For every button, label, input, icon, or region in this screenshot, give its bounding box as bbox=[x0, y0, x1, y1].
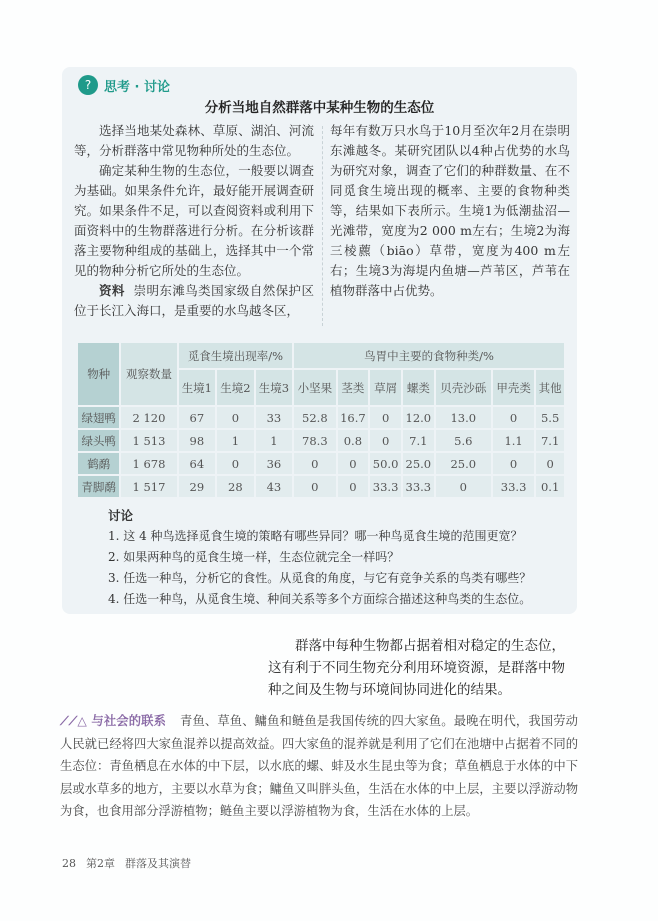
value-cell: 43 bbox=[256, 476, 293, 497]
page-number: 28 bbox=[62, 857, 76, 870]
value-cell: 0 bbox=[436, 476, 491, 497]
value-cell: 0.8 bbox=[338, 430, 369, 451]
header-habitat: 觅食生境出现率/% bbox=[179, 343, 293, 368]
value-cell: 33 bbox=[256, 407, 293, 428]
value-cell: 0 bbox=[294, 476, 335, 497]
subheader: 小坚果 bbox=[294, 370, 335, 405]
subheader: 茎类 bbox=[338, 370, 369, 405]
column-divider bbox=[322, 126, 323, 326]
subheader: 甲壳类 bbox=[493, 370, 534, 405]
value-cell: 25.0 bbox=[403, 453, 434, 474]
value-cell: 33.3 bbox=[370, 476, 401, 497]
value-cell: 0 bbox=[493, 407, 534, 428]
subheader: 生境3 bbox=[256, 370, 293, 405]
value-cell: 0 bbox=[217, 407, 254, 428]
value-cell: 0.1 bbox=[536, 476, 564, 497]
question: 1. 这 4 种鸟选择觅食生境的策略有哪些异同？哪一种鸟觅食生境的范围更宽？ bbox=[108, 529, 523, 543]
value-cell: 33.3 bbox=[403, 476, 434, 497]
value-cell: 33.3 bbox=[493, 476, 534, 497]
value-cell: 12.0 bbox=[403, 407, 434, 428]
value-cell: 0 bbox=[217, 453, 254, 474]
question: 4. 任选一种鸟，从觅食生境、种间关系等多个方面综合描述这种鸟类的生态位。 bbox=[108, 592, 532, 606]
value-cell: 5.6 bbox=[436, 430, 491, 451]
subheader: 螺类 bbox=[403, 370, 434, 405]
value-cell: 50.0 bbox=[370, 453, 401, 474]
society-section bbox=[60, 710, 578, 823]
value-cell: 0 bbox=[493, 453, 534, 474]
table-row bbox=[78, 407, 564, 428]
value-cell: 29 bbox=[179, 476, 216, 497]
value-cell: 98 bbox=[179, 430, 216, 451]
subheader: 生境2 bbox=[217, 370, 254, 405]
question: 2. 如果两种鸟的觅食生境一样，生态位就完全一样吗？ bbox=[108, 550, 400, 564]
question: 3. 任选一种鸟，分析它的食性。从觅食的角度，与它有竞争关系的鸟类有哪些？ bbox=[108, 571, 532, 585]
value-cell: 0 bbox=[338, 476, 369, 497]
page-footer bbox=[62, 855, 201, 871]
header-species: 物种 bbox=[78, 343, 119, 405]
species-cell: 绿头鸭 bbox=[78, 430, 119, 451]
value-cell: 16.7 bbox=[338, 407, 369, 428]
value-cell: 13.0 bbox=[436, 407, 491, 428]
value-cell: 64 bbox=[179, 453, 216, 474]
subheader: 生境1 bbox=[179, 370, 216, 405]
species-cell: 绿翅鸭 bbox=[78, 407, 119, 428]
species-cell: 鹤鹬 bbox=[78, 453, 119, 474]
species-cell: 青脚鹬 bbox=[78, 476, 119, 497]
subheader: 其他 bbox=[536, 370, 564, 405]
value-cell: 0 bbox=[294, 453, 335, 474]
value-cell: 2 120 bbox=[121, 407, 176, 428]
society-label-text: 与社会的联系 bbox=[91, 714, 167, 728]
section-tag: 思考 · 讨论 bbox=[104, 80, 170, 95]
value-cell: 28 bbox=[217, 476, 254, 497]
subheader: 贝壳沙砾 bbox=[436, 370, 491, 405]
subheader: 草屑 bbox=[370, 370, 401, 405]
value-cell: 1 517 bbox=[121, 476, 176, 497]
conclusion-text: 群落中每种生物都占据着相对稳定的生态位，这有利于不同生物充分利用环境资源，是群落中物种之间及生物与环境间协同进化的结果。 bbox=[268, 638, 565, 698]
right-column bbox=[330, 121, 570, 301]
paragraph: 确定某种生物的生态位，一般要以调查为基础。如果条件允许，最好能开展调查研究。如果条件不足，可以查阅资料或利用下面资料中的生物群落进行分析。在分析该群落主要物种组成的基础上，选择其中一个常见的物种分析它所处的生态位。 bbox=[74, 163, 314, 278]
left-column bbox=[74, 121, 314, 321]
discussion bbox=[108, 505, 531, 610]
value-cell: 0 bbox=[536, 453, 564, 474]
bird-data-table bbox=[76, 341, 566, 499]
value-cell: 0 bbox=[370, 430, 401, 451]
lightbulb-icon: ? bbox=[78, 75, 98, 95]
value-cell: 0 bbox=[338, 453, 369, 474]
society-label: ⟋⟋△ 与社会的联系 bbox=[60, 714, 167, 728]
chapter-number: 第2章 bbox=[86, 857, 115, 870]
value-cell: 52.8 bbox=[294, 407, 335, 428]
material-text: 崇明东滩鸟类国家级自然保护区位于长江入海口，是重要的水鸟越冬区， bbox=[74, 283, 314, 318]
paragraph: 选择当地某处森林、草原、湖泊、河流等，分析群落中常见物种所处的生态位。 bbox=[74, 123, 314, 158]
value-cell: 0 bbox=[370, 407, 401, 428]
header-food: 鸟胃中主要的食物种类/% bbox=[294, 343, 564, 368]
value-cell: 7.1 bbox=[403, 430, 434, 451]
value-cell: 1 678 bbox=[121, 453, 176, 474]
material-paragraph bbox=[74, 281, 314, 321]
society-text: 青鱼、草鱼、鳙鱼和鲢鱼是我国传统的四大家鱼。最晚在明代，我国劳动人民就已经将四大家鱼混养以提高效益。四大家鱼的混养就是利用了它们在池塘中占据着不同的生态位：青鱼栖息在水体的中下层，以水底的螺、蚌及水生昆虫等为食；草鱼栖息于水体的中下层或水草多的地方，主要以水草为食；鳙鱼又叫胖头鱼，生活在水体的中上层，主要以浮游动物为食，也食用部分浮游植物；鲢鱼主要以浮游植物为食，生活在水体的上层。 bbox=[60, 714, 578, 818]
chapter-title: 群落及其演替 bbox=[125, 857, 191, 870]
value-cell: 1 513 bbox=[121, 430, 176, 451]
value-cell: 67 bbox=[179, 407, 216, 428]
table-row bbox=[78, 430, 564, 451]
value-cell: 1.1 bbox=[493, 430, 534, 451]
paragraph: 每年有数万只水鸟于10月至次年2月在崇明东滩越冬。某研究团队以4种占优势的水鸟为研究对象，调查了它们的种群数量、在不同觅食生境出现的概率、主要的食物种类等，结果如下表所示。生境1为低潮盐沼—光滩带，宽度为2 000 m左右；生境2为海三棱藨（biāo）草带，宽度为400 m左右；生境3为海堤内鱼塘—芦苇区，芦苇在植物群落中占优势。 bbox=[330, 123, 570, 298]
table-row bbox=[78, 476, 564, 497]
value-cell: 25.0 bbox=[436, 453, 491, 474]
value-cell: 1 bbox=[256, 430, 293, 451]
value-cell: 1 bbox=[217, 430, 254, 451]
activity-title: 分析当地自然群落中某种生物的生态位 bbox=[204, 100, 435, 116]
value-cell: 7.1 bbox=[536, 430, 564, 451]
material-label: 资料 bbox=[99, 283, 125, 298]
value-cell: 5.5 bbox=[536, 407, 564, 428]
value-cell: 78.3 bbox=[294, 430, 335, 451]
discussion-heading: 讨论 bbox=[108, 508, 134, 523]
table-row bbox=[78, 453, 564, 474]
value-cell: 36 bbox=[256, 453, 293, 474]
header-count: 观察数量 bbox=[121, 343, 176, 405]
